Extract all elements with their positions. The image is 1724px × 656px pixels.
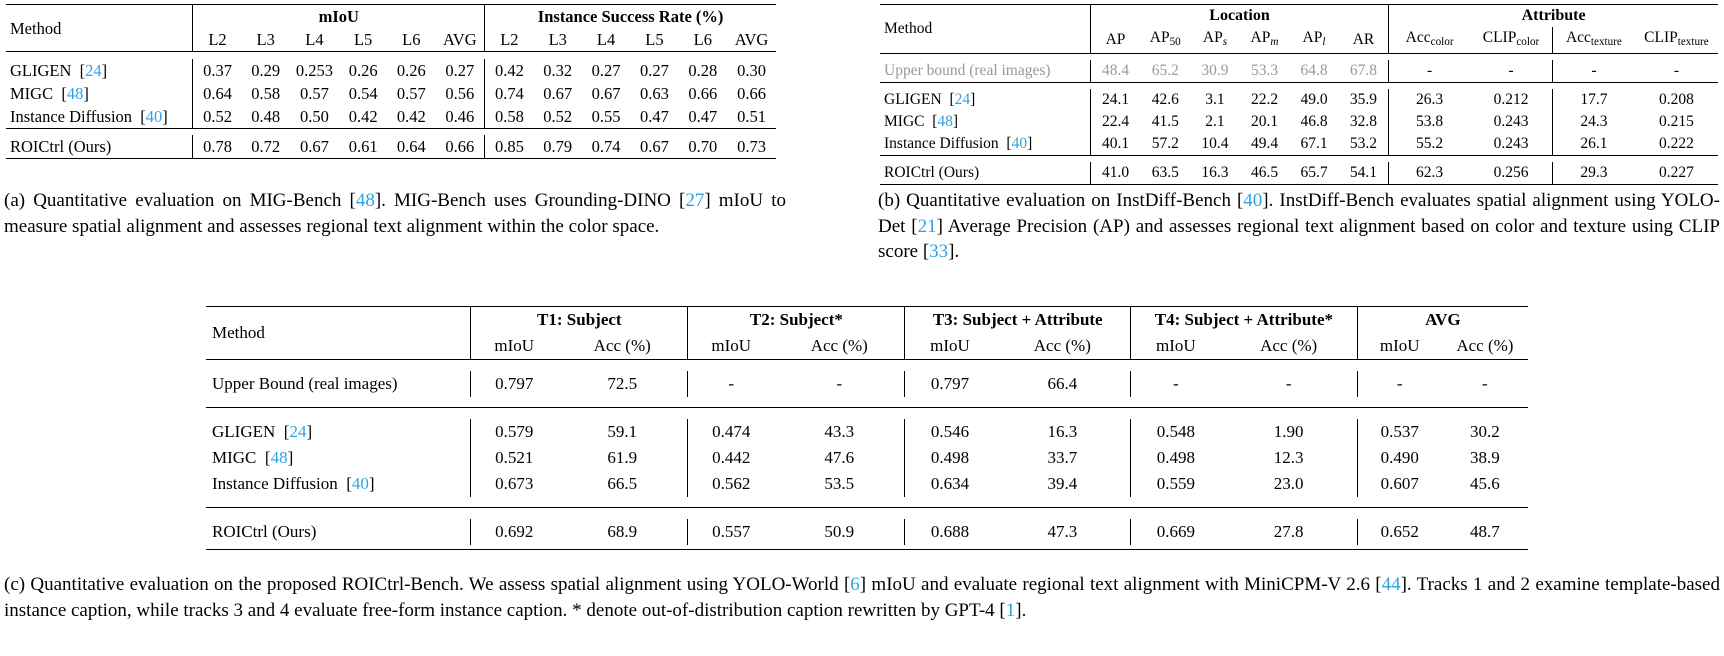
caption-c-text-6: ]. <box>1015 599 1027 621</box>
table-row <box>6 105 776 129</box>
cell-value: 0.546 <box>905 419 995 445</box>
table-row-upper-bound <box>206 371 1528 397</box>
cell-value: 62.3 <box>1389 162 1470 185</box>
header-ap50: $AP_{50}$ <box>1149 29 1181 48</box>
cell-value: 0.797 <box>471 371 557 397</box>
cell-value: 17.7 <box>1552 89 1634 111</box>
caption-c <box>4 572 1720 623</box>
table-row-upper-bound <box>880 60 1718 83</box>
cell-value: 0.37 <box>193 59 242 82</box>
cell-value: 47.3 <box>1047 522 1078 541</box>
cell-value: 0.490 <box>1357 445 1442 471</box>
method-name: MIGC <box>212 448 257 467</box>
cell-value: 0.28 <box>688 61 718 80</box>
citation-bracket: [48] <box>57 84 89 103</box>
cell-method-ours: ROICtrl (Ours) <box>10 137 112 156</box>
header-clip-texture: $CLIP_{texture}$ <box>1644 29 1709 48</box>
cell-value: 0.57 <box>299 84 329 103</box>
header-group-instance-success-rate: Instance Success Rate (%) <box>485 5 776 29</box>
cell-value: 0.67 <box>640 137 669 156</box>
cell-value: - <box>1552 60 1634 83</box>
cell-value: 48.7 <box>1470 522 1500 541</box>
cell-value: 0.64 <box>396 137 426 156</box>
header-group-t1: T1: Subject <box>471 307 688 334</box>
cell-value: 47.6 <box>824 448 855 467</box>
cell-method: Upper bound (real images) <box>884 61 1051 79</box>
cell-method <box>6 59 193 82</box>
table-row <box>880 133 1718 156</box>
cell-method <box>206 471 471 497</box>
citation-link[interactable]: 1 <box>1005 599 1016 621</box>
header-t2-acc: Acc (%) <box>810 336 868 355</box>
cell-value: 16.3 <box>1201 163 1229 181</box>
cell-value: 0.559 <box>1131 471 1221 497</box>
header-miou-l3: L3 <box>256 30 275 49</box>
header-t3-acc: Acc (%) <box>1033 336 1091 355</box>
cell-value: 0.48 <box>251 107 281 126</box>
cell-value: 0.56 <box>445 84 475 103</box>
cell-value: 0.79 <box>543 137 573 156</box>
header-ap-l: $AP_l$ <box>1302 29 1326 48</box>
table-a-mig-bench <box>6 4 776 160</box>
cell-value: 0.47 <box>688 107 718 126</box>
cell-value: 29.3 <box>1552 162 1634 185</box>
header-t1-acc: Acc (%) <box>593 336 651 355</box>
header-method: Method <box>10 18 62 38</box>
cell-value: 0.26 <box>396 61 426 80</box>
cell-value: 0.243 <box>1493 112 1529 130</box>
citation-link[interactable]: 40 <box>1011 134 1028 152</box>
cell-value: 26.1 <box>1552 133 1634 156</box>
cell-value: 35.9 <box>1349 90 1378 108</box>
cell-value: 0.562 <box>688 471 774 497</box>
cell-value: 0.55 <box>591 107 621 126</box>
cell-value: 16.3 <box>1047 422 1078 441</box>
header-isr-l5: L5 <box>645 30 664 49</box>
cell-value: 32.8 <box>1349 112 1378 130</box>
method-name: Instance Diffusion <box>10 107 133 126</box>
header-acc-texture: Acc$_{texture}$ <box>1552 27 1634 53</box>
cell-value: 27.8 <box>1273 522 1304 541</box>
cell-value: 20.1 <box>1250 112 1279 130</box>
cell-value: 53.8 <box>1389 111 1470 133</box>
cell-value: 0.227 <box>1659 163 1694 181</box>
header-group-t4: T4: Subject + Attribute* <box>1131 307 1358 334</box>
cell-value: - <box>688 371 774 397</box>
cell-value: 0.64 <box>193 82 242 105</box>
cell-method: Upper Bound (real images) <box>212 374 398 393</box>
cell-value: 0.30 <box>737 61 766 80</box>
table-row-ours <box>880 162 1718 185</box>
cell-value: 53.5 <box>824 474 855 493</box>
caption-b-text-4: ]. <box>948 241 960 262</box>
cell-value: 0.52 <box>543 107 573 126</box>
table-c-gap <box>206 361 1528 371</box>
cell-value: 0.29 <box>251 61 281 80</box>
caption-c-text-2: ] mIoU and evaluate regional text alignment <box>859 574 1200 595</box>
cell-value: 55.2 <box>1389 133 1470 156</box>
caption-a-text-3: ] mIoU to measure spatial alignment and assesses regional text alignment within the color space. <box>4 190 786 237</box>
cell-value: 39.4 <box>1047 474 1078 493</box>
cell-value: 57.2 <box>1151 134 1179 152</box>
table-row <box>206 471 1528 497</box>
cell-value: 41.0 <box>1090 162 1140 185</box>
cell-value: 0.692 <box>471 519 557 545</box>
cell-method-ours: ROICtrl (Ours) <box>212 522 317 541</box>
cell-value: 40.1 <box>1090 133 1140 156</box>
cell-value: 0.634 <box>905 471 995 497</box>
header-miou-l2: L2 <box>193 28 242 52</box>
cell-value: 41.5 <box>1151 112 1179 130</box>
header-isr-l3: L3 <box>548 30 567 49</box>
cell-value: 0.42 <box>485 59 534 82</box>
cell-value: 0.442 <box>688 445 774 471</box>
method-name: GLIGEN <box>10 61 72 80</box>
cell-value: 1.90 <box>1273 422 1304 441</box>
cell-value: 63.5 <box>1151 163 1179 181</box>
header-miou-avg: AVG <box>442 30 477 49</box>
method-name: GLIGEN <box>212 422 276 441</box>
cell-value: 0.32 <box>543 61 573 80</box>
header-group-attribute: Attribute <box>1389 5 1718 28</box>
cell-value: 59.1 <box>607 422 638 441</box>
caption-b-text-3: ] Average Precision (AP) and assesses regional text alignment based on color and texture using CLIP score [ <box>878 215 1720 262</box>
table-c-roictrl-bench <box>206 306 1528 551</box>
citation-bracket: [24] <box>279 422 313 441</box>
cell-value: 2.1 <box>1205 112 1225 130</box>
table-c-bottom-rule <box>206 550 1528 552</box>
table-b-container <box>880 4 1718 186</box>
header-method: Method <box>884 19 933 37</box>
header-isr-avg: AVG <box>734 30 769 49</box>
cell-value: 3.1 <box>1205 90 1225 108</box>
cell-value: 0.521 <box>471 445 557 471</box>
cell-value: 45.6 <box>1470 474 1500 493</box>
cell-value: 0.42 <box>348 107 378 126</box>
table-row-ours <box>6 135 776 159</box>
cell-value: 0.74 <box>485 82 534 105</box>
header-t1-miou: mIoU <box>471 333 557 360</box>
cell-value: 0.498 <box>905 445 995 471</box>
caption-c-text-1: (c) Quantitative evaluation on the proposed ROICtrl-Bench. We assess spatial alignment using YOLO-World [ <box>4 574 851 595</box>
cell-value: 0.63 <box>640 84 669 103</box>
table-row <box>880 89 1718 111</box>
table-c-gap3 <box>206 409 1528 419</box>
cell-value: 66.4 <box>1047 374 1078 393</box>
cell-value: 0.85 <box>485 135 534 159</box>
caption-c-text-5: out-of-distribution caption rewritten by GPT-4 [ <box>641 599 1006 621</box>
header-t2-miou: mIoU <box>688 333 774 360</box>
citation-link[interactable]: 40 <box>1243 190 1263 211</box>
method-name: Instance Diffusion <box>212 474 338 493</box>
table-row-header-groups <box>206 307 1528 334</box>
header-group-avg: AVG <box>1357 307 1528 334</box>
cell-value: 0.652 <box>1357 519 1442 545</box>
header-group-miou: mIoU <box>193 5 485 29</box>
table-row-header-groups <box>6 5 776 29</box>
cell-value: 0.70 <box>688 137 718 156</box>
cell-value: 0.212 <box>1493 90 1529 108</box>
header-miou-l4: L4 <box>305 30 324 49</box>
cell-value: 49.0 <box>1300 90 1328 108</box>
cell-value: 0.243 <box>1493 134 1529 152</box>
caption-a <box>4 188 786 239</box>
table-row <box>206 445 1528 471</box>
cell-value: 0.42 <box>396 107 426 126</box>
cell-value: 50.9 <box>824 522 855 541</box>
cell-value: - <box>1508 61 1514 79</box>
caption-b-text-2: ]. InstDiff-Bench evaluates spatial alignment using YOLO-Det [ <box>878 190 1720 237</box>
cell-method <box>6 105 193 129</box>
table-c-gap4 <box>206 497 1528 508</box>
cell-value: 0.57 <box>396 84 426 103</box>
cell-value: 64.8 <box>1300 61 1328 79</box>
citation-link[interactable]: 44 <box>1381 574 1401 595</box>
header-avg-acc: Acc (%) <box>1456 336 1514 355</box>
cell-value: 0.256 <box>1493 163 1529 181</box>
cell-value: - <box>1673 61 1680 79</box>
cell-value: 0.797 <box>905 371 995 397</box>
citation-bracket: [24] <box>945 90 976 108</box>
cell-value: 0.548 <box>1131 419 1221 445</box>
table-b-bottom-rule <box>880 184 1718 186</box>
method-name: GLIGEN <box>884 90 942 108</box>
cell-value: 0.67 <box>543 84 573 103</box>
cell-value: 46.5 <box>1250 163 1279 181</box>
cell-value: 0.66 <box>688 84 718 103</box>
table-row-ours <box>206 519 1528 545</box>
cell-value: 0.579 <box>471 419 557 445</box>
cell-value: 53.3 <box>1250 61 1279 79</box>
cell-value: 46.8 <box>1300 112 1328 130</box>
header-ar: AR <box>1352 30 1375 48</box>
cell-value: 0.74 <box>591 137 621 156</box>
cell-value: 0.67 <box>299 137 329 156</box>
cell-value: 24.1 <box>1090 89 1140 111</box>
caption-b <box>878 188 1720 265</box>
table-c-gap5 <box>206 509 1528 519</box>
cell-value: 54.1 <box>1349 163 1378 181</box>
header-group-location: Location <box>1090 5 1388 28</box>
header-isr-l4: L4 <box>596 30 616 49</box>
header-isr-l2: L2 <box>485 28 534 52</box>
header-group-t3: T3: Subject + Attribute <box>905 307 1131 334</box>
cell-value: 0.66 <box>445 137 475 156</box>
header-method: Method <box>212 323 265 342</box>
header-group-t2: T2: Subject* <box>688 307 905 334</box>
caption-a-text-1: (a) Quantitative evaluation on MIG-Bench [ <box>4 190 356 211</box>
cell-method <box>206 445 471 471</box>
cell-value: 0.47 <box>640 107 669 126</box>
cell-value: 0.58 <box>485 105 534 129</box>
citation-bracket: [24] <box>75 61 108 80</box>
cell-value: 0.673 <box>471 471 557 497</box>
cell-value: 12.3 <box>1273 448 1304 467</box>
cell-value: 0.50 <box>299 107 329 126</box>
citation-link[interactable]: 33 <box>929 241 949 262</box>
cell-value: 0.222 <box>1659 134 1694 152</box>
cell-value: 23.0 <box>1273 474 1304 493</box>
cell-value: 61.9 <box>607 448 638 467</box>
header-clip-color: $CLIP_{color}$ <box>1482 29 1540 48</box>
cell-value: 0.27 <box>640 61 669 80</box>
cell-method <box>6 82 193 105</box>
caption-c-text-4: ]. Tracks 1 and 2 examine template-based instance caption, while tracks 3 and 4 evaluate free-form instance caption. * denote <box>4 574 1720 621</box>
table-a-bottom-rule <box>6 159 776 161</box>
cell-value: 22.2 <box>1250 90 1279 108</box>
cell-value: 0.66 <box>737 84 766 103</box>
cell-value: 0.67 <box>591 84 621 103</box>
citation-link[interactable]: 24 <box>85 61 102 80</box>
cell-value: 33.7 <box>1047 448 1078 467</box>
caption-c-text-3: with MiniCPM-V 2.6 [ <box>1205 574 1382 595</box>
cell-value: 68.9 <box>607 522 638 541</box>
cell-method-ours: ROICtrl (Ours) <box>884 163 980 181</box>
header-ap-s: $AP_s$ <box>1202 29 1228 48</box>
cell-value: 65.2 <box>1151 61 1179 79</box>
cell-value: 0.215 <box>1659 112 1694 130</box>
citation-bracket: [48] <box>928 112 959 130</box>
cell-value: 0.607 <box>1357 471 1442 497</box>
citation-link[interactable]: 24 <box>954 90 971 108</box>
cell-value: 24.3 <box>1552 111 1634 133</box>
cell-value: 0.46 <box>445 107 475 126</box>
citation-link[interactable]: 48 <box>270 448 288 467</box>
citation-link[interactable]: 48 <box>937 112 953 130</box>
cell-value: 0.51 <box>737 107 766 126</box>
cell-method <box>880 89 1090 111</box>
cell-value: 67.8 <box>1349 61 1378 79</box>
citation-link[interactable]: 40 <box>351 474 369 493</box>
cell-value: 66.5 <box>607 474 638 493</box>
cell-value: 0.208 <box>1659 90 1694 108</box>
cell-value: 0.26 <box>348 61 378 80</box>
cell-value: 0.474 <box>688 419 774 445</box>
cell-value: 0.498 <box>1131 445 1221 471</box>
cell-value: - <box>1285 374 1292 393</box>
table-row <box>206 419 1528 445</box>
cell-method <box>880 133 1090 156</box>
caption-a-text-2: ]. MIG-Bench uses Grounding-DINO [ <box>374 190 686 211</box>
cell-value: - <box>1389 60 1470 83</box>
cell-value: 0.78 <box>193 135 242 159</box>
table-row <box>880 111 1718 133</box>
cell-value: 0.688 <box>905 519 995 545</box>
header-avg-miou: mIoU <box>1357 333 1442 360</box>
method-name: Instance Diffusion <box>884 134 999 152</box>
table-row-header-groups <box>880 5 1718 28</box>
citation-link[interactable]: 48 <box>355 190 375 211</box>
header-t3-miou: mIoU <box>905 333 995 360</box>
citation-link[interactable]: 21 <box>917 215 937 237</box>
method-name: MIGC <box>884 112 925 130</box>
header-miou-l6: L6 <box>402 30 421 49</box>
citation-bracket: [40] <box>342 474 375 493</box>
header-acc-color: Acc$_{color}$ <box>1389 27 1470 53</box>
cell-value: 0.27 <box>445 61 475 80</box>
cell-value: 0.73 <box>737 137 766 156</box>
header-ap-m: $AP_m$ <box>1250 29 1279 48</box>
cell-value: - <box>1131 371 1221 397</box>
cell-value: 72.5 <box>607 374 638 393</box>
cell-value: 0.54 <box>348 84 378 103</box>
cell-method <box>880 111 1090 133</box>
citation-link[interactable]: 40 <box>145 107 163 126</box>
citation-bracket: [40] <box>136 107 168 126</box>
cell-value: 0.557 <box>688 519 774 545</box>
cell-value: 49.4 <box>1250 134 1279 152</box>
table-b-instdiff-bench <box>880 4 1718 186</box>
cell-value: - <box>1357 371 1442 397</box>
cell-value: 26.3 <box>1389 89 1470 111</box>
cell-value: - <box>1482 374 1488 393</box>
cell-value: 43.3 <box>824 422 855 441</box>
cell-value: 22.4 <box>1090 111 1140 133</box>
caption-b-text-1: (b) Quantitative evaluation on InstDiff-Bench [ <box>878 190 1244 211</box>
cell-value: 0.27 <box>591 61 621 80</box>
header-miou-l5: L5 <box>353 30 373 49</box>
table-row <box>6 59 776 82</box>
citation-bracket: [48] <box>260 448 294 467</box>
cell-value: 30.9 <box>1201 61 1229 79</box>
cell-value: 65.7 <box>1300 163 1328 181</box>
cell-method <box>206 419 471 445</box>
cell-value: 0.61 <box>348 137 378 156</box>
cell-value: 42.6 <box>1151 90 1179 108</box>
cell-value: 30.2 <box>1470 422 1500 441</box>
cell-value: 38.9 <box>1470 448 1500 467</box>
cell-value: 48.4 <box>1090 60 1140 83</box>
citation-link[interactable]: 24 <box>289 422 307 441</box>
header-t4-acc: Acc (%) <box>1260 336 1318 355</box>
cell-value: - <box>836 374 843 393</box>
header-isr-l6: L6 <box>693 30 712 49</box>
header-ap: AP <box>1090 27 1140 53</box>
citation-link[interactable]: 6 <box>850 574 860 595</box>
cell-value: 0.253 <box>295 61 333 80</box>
table-a-container <box>6 4 776 160</box>
cell-value: 0.58 <box>251 84 281 103</box>
cell-value: 0.72 <box>251 137 281 156</box>
cell-value: 0.52 <box>193 105 242 129</box>
cell-value: 0.669 <box>1131 519 1221 545</box>
citation-link[interactable]: 48 <box>66 84 84 103</box>
cell-value: 53.2 <box>1349 134 1378 152</box>
table-row <box>6 82 776 105</box>
cell-value: 67.1 <box>1300 134 1328 152</box>
table-c-container <box>206 306 1528 551</box>
cell-value: 10.4 <box>1201 134 1229 152</box>
citation-link[interactable]: 27 <box>685 190 705 211</box>
table-c-gap2 <box>206 397 1528 408</box>
method-name: MIGC <box>10 84 54 103</box>
cell-value: 0.537 <box>1357 419 1442 445</box>
citation-bracket: [40] <box>1002 134 1033 152</box>
header-t4-miou: mIoU <box>1131 333 1221 360</box>
